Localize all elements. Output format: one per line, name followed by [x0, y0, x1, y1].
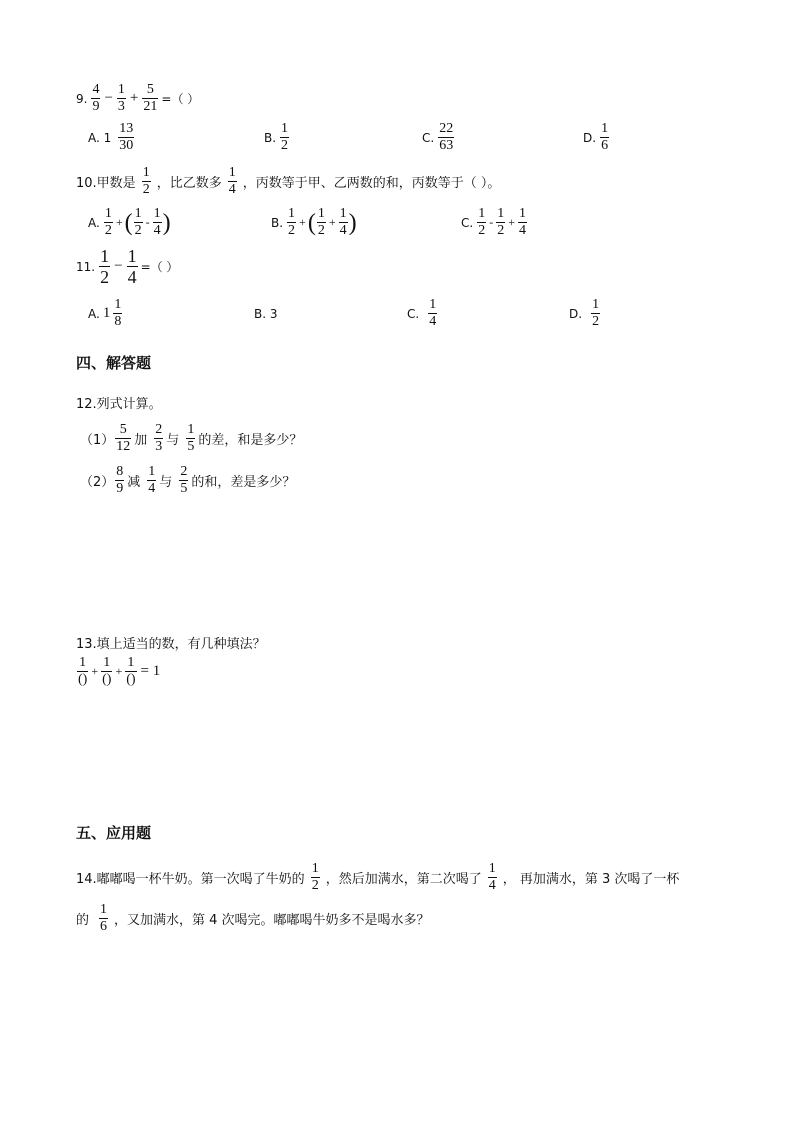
q9-minus: −	[104, 90, 113, 106]
fraction-quarter: $\frac{1}{4}$	[518, 206, 526, 238]
q9-fraction-3: $\frac{5}{21}$	[143, 82, 158, 114]
q11-option-d[interactable]	[569, 298, 601, 329]
q12-p2-text-3: 的和，差是多少？	[191, 475, 296, 490]
option-label: C.	[407, 306, 420, 321]
q11-option-d-fraction: $\frac{1}{2}$	[592, 297, 600, 329]
fraction-half: $\frac{1}{2}$	[497, 206, 505, 238]
q9-option-d[interactable]	[583, 122, 610, 153]
q10-suffix: ，丙数等于甲、乙两数的和，丙数等于（ ）。	[242, 176, 501, 191]
q9-plus: +	[129, 90, 139, 106]
q10-option-c[interactable]	[461, 207, 528, 238]
plus-sign: +	[91, 664, 99, 678]
option-label: A.	[88, 215, 100, 230]
q11-option-c-fraction: $\frac{1}{4}$	[429, 297, 437, 329]
q9-option-b-fraction: $\frac{1}{2}$	[281, 121, 289, 153]
q14-text-4: 的	[76, 913, 90, 928]
q10-stem	[76, 166, 500, 197]
q12-p1-label: （1）	[80, 433, 115, 448]
fraction-quarter: $\frac{1}{4}$	[339, 206, 347, 238]
q9-number: 9.	[76, 91, 88, 106]
option-label: D.	[569, 306, 583, 321]
q12-p1-fraction-3: $\frac{1}{5}$	[187, 422, 195, 454]
q11-option-a-fraction: $\frac{1}{8}$	[114, 297, 122, 329]
plus-sign: +	[115, 215, 123, 229]
q12-p1-fraction-2: $\frac{2}{3}$	[155, 422, 163, 454]
q11-option-a[interactable]	[88, 298, 123, 329]
q12-p2-text-2: 与	[159, 475, 173, 490]
q12-p2-fraction-2: $\frac{1}{4}$	[148, 464, 156, 496]
q14-text-3: ， 再加满水，第 3 次喝了一杯	[502, 872, 680, 887]
q11-blank: =（ ）	[140, 260, 179, 274]
fraction-half: $\frac{1}{2}$	[134, 206, 142, 238]
q13-title: 13.填上适当的数，有几种填法？	[76, 637, 266, 652]
option-label: A. 1	[88, 130, 112, 145]
q14-fraction-3: $\frac{1}{6}$	[100, 902, 108, 934]
q11-fraction-2: $\frac{1}{4}$	[127, 246, 137, 287]
q13-blank-fraction-3[interactable]: $\frac{1}{()}$	[126, 655, 136, 687]
fraction-half: $\frac{1}{2}$	[104, 206, 112, 238]
q12-p1-text-2: 与	[166, 433, 180, 448]
q14-fraction-2: $\frac{1}{4}$	[488, 861, 496, 893]
q10-option-b[interactable]	[271, 207, 357, 238]
q9-option-b[interactable]	[264, 122, 290, 153]
minus-sign: -	[489, 215, 494, 229]
option-label: D.	[583, 130, 597, 145]
q11-fraction-1: $\frac{1}{2}$	[100, 246, 110, 287]
q12-p1-fraction-1: $\frac{5}{12}$	[116, 422, 131, 454]
q12-title: 12.列式计算。	[76, 397, 162, 412]
plus-sign: +	[508, 215, 515, 229]
q9-fraction-2: $\frac{1}{3}$	[117, 82, 125, 114]
q9-fraction-1: $\frac{4}{9}$	[92, 82, 100, 114]
plus-sign: +	[299, 215, 306, 229]
q10-option-a[interactable]	[88, 207, 171, 238]
q11-minus: −	[114, 258, 123, 274]
q13-blank-fraction-2[interactable]: $\frac{1}{()}$	[102, 655, 112, 687]
q9-blank: =（ ）	[161, 92, 200, 106]
q9-option-d-fraction: $\frac{1}{6}$	[601, 121, 609, 153]
option-label: C.	[422, 130, 435, 145]
option-label: B.	[264, 130, 277, 145]
q10-fraction-2: $\frac{1}{4}$	[228, 165, 236, 197]
minus-sign: -	[145, 215, 150, 229]
q14-line-1	[76, 862, 679, 893]
q12-p2-fraction-3: $\frac{2}{5}$	[180, 464, 188, 496]
q13-blank-fraction-1[interactable]: $\frac{1}{()}$	[78, 655, 88, 687]
q12-p2-label: （2）	[80, 475, 115, 490]
option-label: C.	[461, 215, 474, 230]
q9-option-a[interactable]	[88, 122, 135, 153]
q9-option-c-fraction: $\frac{22}{63}$	[439, 121, 454, 153]
q12-part-2	[80, 465, 295, 496]
q11-option-b[interactable]	[254, 307, 281, 321]
q14-fraction-1: $\frac{1}{2}$	[311, 861, 319, 893]
q14-text-2: ，然后加满水，第二次喝了	[325, 872, 482, 887]
section-5-heading: 五、应用题	[76, 824, 152, 842]
right-paren: )	[348, 209, 357, 236]
section-4-heading: 四、解答题	[76, 354, 152, 372]
fraction-half: $\frac{1}{2}$	[317, 206, 325, 238]
fraction-quarter: $\frac{1}{4}$	[153, 206, 161, 238]
q10-fraction-1: $\frac{1}{2}$	[142, 165, 150, 197]
q14-text-5: ，又加满水，第 4 次喝完。嘟嘟喝牛奶多不是喝水多？	[114, 913, 430, 928]
q10-middle: ，比乙数多	[156, 176, 222, 191]
option-label: A.	[88, 306, 100, 321]
left-paren: (	[124, 209, 133, 236]
left-paren: (	[307, 209, 316, 236]
right-paren: )	[162, 209, 171, 236]
q13-equation	[76, 656, 163, 687]
q10-prefix: 10.甲数是	[76, 176, 136, 191]
option-label: B.	[271, 215, 284, 230]
option-label: B. 3	[254, 307, 278, 321]
mixed-integer: 1	[102, 305, 111, 321]
q13-equals-one: = 1	[140, 663, 161, 679]
fraction-half: $\frac{1}{2}$	[288, 206, 296, 238]
q9-expression	[76, 83, 202, 114]
q12-p2-fraction-1: $\frac{8}{9}$	[116, 464, 124, 496]
q9-option-c[interactable]	[422, 122, 455, 153]
q12-p1-text-1: 加	[134, 433, 148, 448]
q14-text-1: 14.嘟嘟喝一杯牛奶。第一次喝了牛奶的	[76, 872, 305, 887]
q11-option-c[interactable]	[407, 298, 438, 329]
q12-p1-text-3: 的差，和是多少？	[198, 433, 303, 448]
q12-p2-text-1: 减	[127, 475, 141, 490]
q12-part-1	[80, 423, 302, 454]
plus-sign: +	[115, 664, 123, 678]
fraction-half: $\frac{1}{2}$	[478, 206, 486, 238]
q11-expression	[76, 247, 181, 286]
plus-sign: +	[328, 215, 336, 229]
q14-line-2	[76, 903, 430, 934]
q11-number: 11.	[76, 259, 96, 274]
q9-option-a-fraction: $\frac{13}{30}$	[119, 121, 134, 153]
